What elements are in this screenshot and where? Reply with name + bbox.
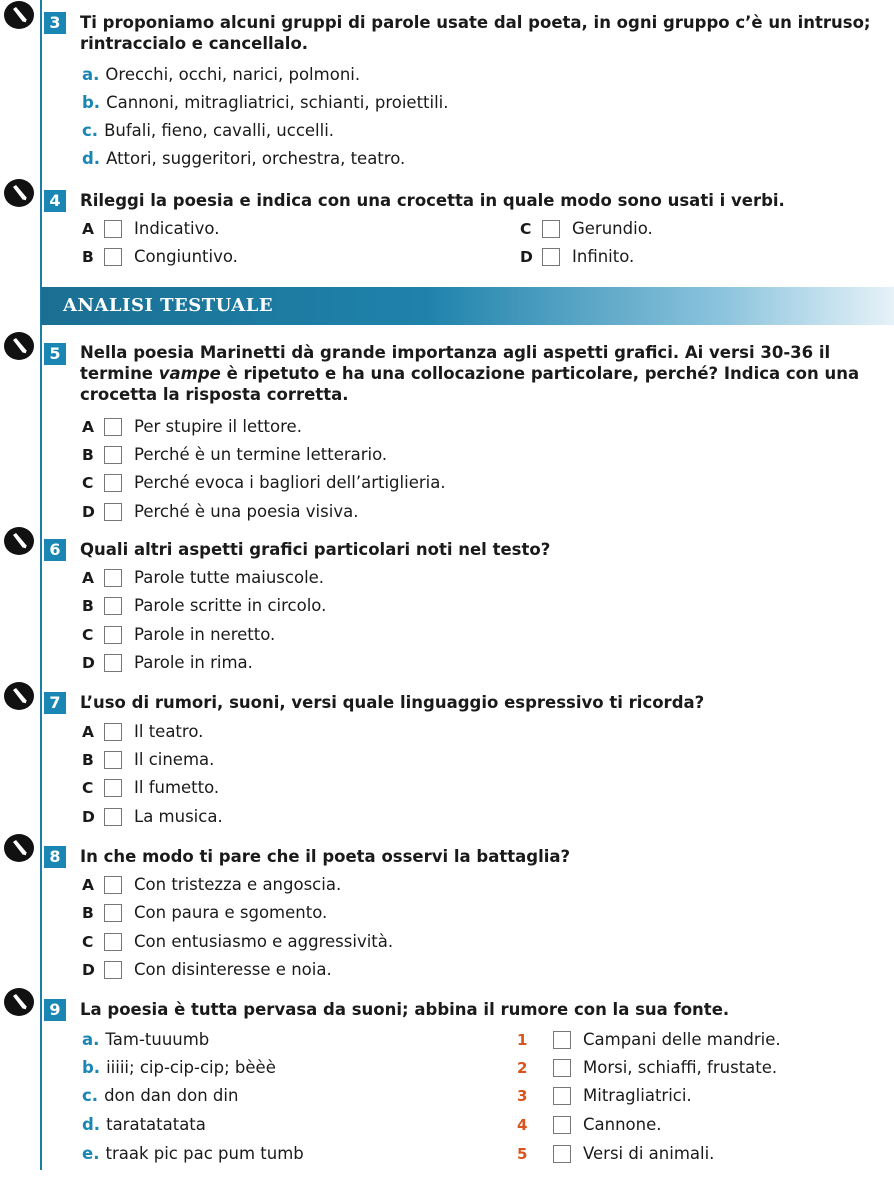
checkbox[interactable] [104,808,122,826]
option-label: A [82,876,94,894]
option-label: C [82,474,94,492]
item-letter: a. [82,1030,100,1049]
question-text: La poesia è tutta pervasa da suoni; abbina il rumore con la sua fonte. [80,1000,730,1019]
match-row [517,1057,777,1079]
option-text: Perché è un termine letterario. [134,445,388,464]
list-item [82,148,405,170]
option-text: Il teatro. [134,722,204,741]
option-text: Il fumetto. [134,778,220,797]
checkbox[interactable] [104,723,122,741]
option-label: C [82,933,94,951]
item-letter: e. [82,1144,100,1163]
option-label: D [82,961,95,979]
option-label: A [82,569,94,587]
question-text: Ti proponiamo alcuni gruppi di parole usate dal poeta, in ogni gruppo c’è un intruso; rintraccialo e cancellalo. [80,13,871,53]
option-row [82,902,327,924]
question-text: In che modo ti pare che il poeta osservi la battaglia? [80,847,571,866]
checkbox[interactable] [104,597,122,615]
option-row [82,931,393,953]
match-text: Versi di animali. [583,1144,715,1163]
option-row [82,959,332,981]
option-label: B [82,248,94,266]
option-text: Parole in rima. [134,653,253,672]
option-label: D [520,248,533,266]
option-label: D [82,654,95,672]
section-banner [41,287,894,325]
checkbox[interactable] [104,503,122,521]
answer-box[interactable] [553,1087,571,1105]
item-text: iiiii; cip-cip-cip; bèèè [106,1058,276,1077]
option-row [82,874,341,896]
match-text: Morsi, schiaffi, frustate. [583,1058,778,1077]
list-item [82,1057,276,1079]
pencil-icon [3,178,35,208]
checkbox[interactable] [104,904,122,922]
option-label: B [82,597,94,615]
question-number: 5 [44,343,66,365]
match-text: Campani delle mandrie. [583,1030,781,1049]
checkbox[interactable] [104,446,122,464]
option-text: Con tristezza e angoscia. [134,875,342,894]
option-text: Indicativo. [134,219,220,238]
answer-box[interactable] [553,1145,571,1163]
checkbox[interactable] [104,474,122,492]
item-letter: c. [82,1086,99,1105]
option-text: Congiuntivo. [134,247,238,266]
pencil-icon [3,0,35,30]
item-text: Attori, suggeritori, orchestra, teatro. [106,149,406,168]
item-text: Cannoni, mitragliatrici, schianti, proiettili. [106,93,449,112]
option-label: C [520,220,532,238]
item-text: taratatatata [106,1115,206,1134]
list-item [82,92,449,114]
option-label: C [82,779,94,797]
option-label: B [82,904,94,922]
match-row [517,1143,714,1165]
item-letter: d. [82,1115,101,1134]
option-label: A [82,723,94,741]
list-item [82,64,360,86]
checkbox[interactable] [104,779,122,797]
pencil-icon [3,987,35,1017]
option-text: Infinito. [572,247,635,266]
match-number: 5 [517,1145,528,1163]
match-number: 3 [517,1087,528,1105]
checkbox[interactable] [104,751,122,769]
option-row [82,624,275,646]
pencil-icon [3,833,35,863]
option-label: A [82,220,94,238]
option-row [82,416,302,438]
checkbox[interactable] [104,933,122,951]
option-text: Gerundio. [572,219,653,238]
item-letter: d. [82,149,101,168]
option-label: B [82,751,94,769]
item-text: Tam-tuuumb [105,1030,210,1049]
list-item [82,1085,238,1107]
option-row [82,749,214,771]
option-row [82,246,238,268]
checkbox[interactable] [104,654,122,672]
checkbox[interactable] [104,961,122,979]
option-row [520,246,634,268]
option-row [82,444,387,466]
question-number: 9 [44,999,66,1021]
option-label: D [82,808,95,826]
item-text: Bufali, fieno, cavalli, uccelli. [104,121,335,140]
item-text: don dan don din [104,1086,239,1105]
option-row [82,567,324,589]
checkbox[interactable] [542,248,560,266]
answer-box[interactable] [553,1059,571,1077]
option-text: Con disinteresse e noia. [134,960,332,979]
item-letter: a. [82,65,100,84]
option-row [82,806,223,828]
pencil-icon [3,681,35,711]
option-label: B [82,446,94,464]
list-item [82,1114,206,1136]
match-row [517,1085,692,1107]
item-letter: c. [82,121,99,140]
option-text: La musica. [134,807,223,826]
checkbox[interactable] [104,876,122,894]
item-text: Orecchi, occhi, narici, polmoni. [105,65,361,84]
question-text-italic: vampe [158,364,221,383]
item-letter: b. [82,93,101,112]
match-text: Cannone. [583,1115,662,1134]
question-text-part: Nella poesia Marinetti dà grande importanza agli aspetti grafici. Ai versi 30-36 il termine [80,343,831,383]
pencil-icon [3,331,35,361]
match-number: 2 [517,1059,528,1077]
option-row [82,501,358,523]
match-row [517,1029,781,1051]
list-item [82,1143,304,1165]
option-text: Con paura e sgomento. [134,903,328,922]
option-text: Perché è una poesia visiva. [134,502,359,521]
option-row [82,652,253,674]
option-text: Parole scritte in circolo. [134,596,327,615]
option-label: D [82,503,95,521]
question-text: Rileggi la poesia e indica con una crocetta in quale modo sono usati i verbi. [80,191,785,210]
option-label: A [82,418,94,436]
pencil-icon [3,526,35,556]
list-item [82,120,334,142]
question-number: 6 [44,539,66,561]
section-title: ANALISI TESTUALE [63,295,274,316]
checkbox[interactable] [104,220,122,238]
option-text: Parole in neretto. [134,625,276,644]
option-text: Perché evoca i bagliori dell’artiglieria. [134,473,446,492]
list-item [82,1029,209,1051]
option-row [82,595,326,617]
match-number: 4 [517,1116,528,1134]
checkbox[interactable] [104,248,122,266]
option-row [82,218,219,240]
option-label: C [82,626,94,644]
answer-box[interactable] [553,1116,571,1134]
option-row [520,218,653,240]
question-text: L’uso di rumori, suoni, versi quale linguaggio espressivo ti ricorda? [80,693,705,712]
option-text: Il cinema. [134,750,215,769]
option-row [82,721,203,743]
match-row [517,1114,662,1136]
match-number: 1 [517,1031,528,1049]
option-text: Parole tutte maiuscole. [134,568,325,587]
question-number: 4 [44,190,66,212]
question-text: Quali altri aspetti grafici particolari noti nel testo? [80,540,551,559]
option-row [82,777,219,799]
checkbox[interactable] [542,220,560,238]
checkbox[interactable] [104,626,122,644]
match-text: Mitragliatrici. [583,1086,692,1105]
question-number: 8 [44,846,66,868]
checkbox[interactable] [104,569,122,587]
question-number: 7 [44,692,66,714]
item-text: traak pic pac pum tumb [105,1144,304,1163]
option-text: Per stupire il lettore. [134,417,302,436]
checkbox[interactable] [104,418,122,436]
answer-box[interactable] [553,1031,571,1049]
question-text-part: è ripetuto e ha una collocazione particolare, perché? Indica con una crocetta la risposta corretta. [80,364,860,404]
question-number: 3 [44,12,66,34]
question-text [80,342,890,405]
option-row [82,472,446,494]
option-text: Con entusiasmo e aggressività. [134,932,394,951]
margin-rule [40,0,42,1170]
item-letter: b. [82,1058,101,1077]
